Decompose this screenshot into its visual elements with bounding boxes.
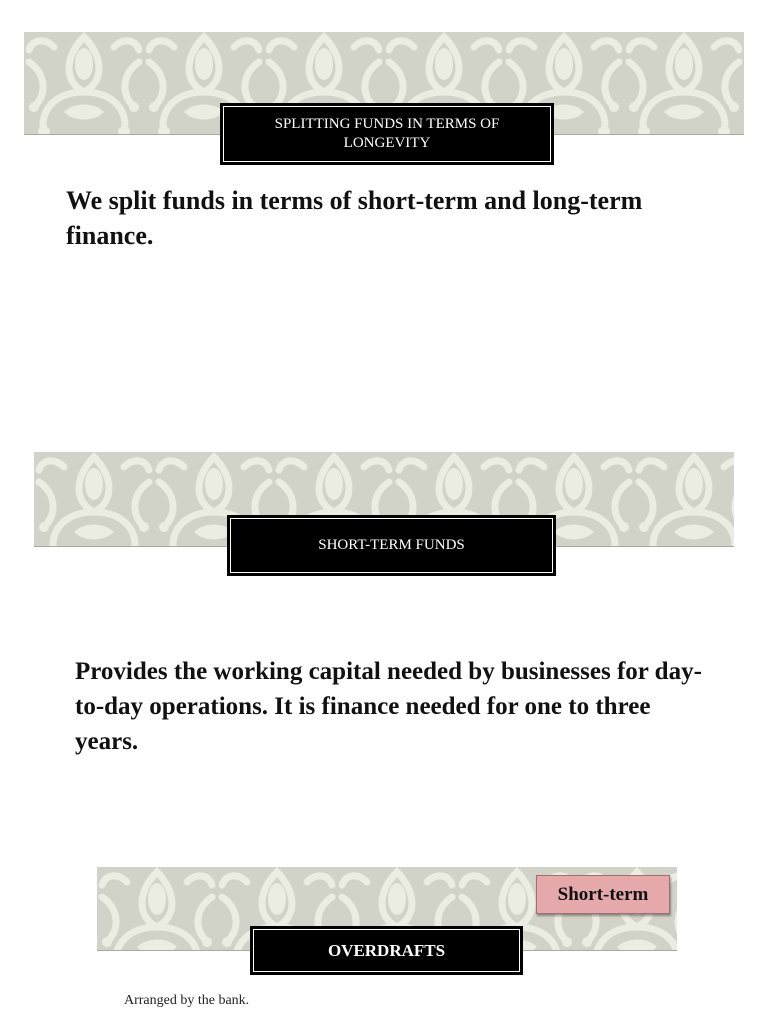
slide-3-body: Arranged by the bank.	[124, 993, 250, 1008]
slide-1-body: We split funds in terms of short-term and long-term finance.	[66, 186, 643, 250]
slide-1-title-line-2: LONGEVITY	[343, 135, 431, 151]
short-term-badge: Short-term	[536, 875, 670, 914]
slide-1-title-line-1: SPLITTING FUNDS IN TERMS OF	[274, 116, 500, 132]
slide-2-title: SHORT-TERM FUNDS	[227, 515, 556, 576]
slide-3-title: OVERDRAFTS	[250, 926, 523, 975]
slide-2-body: Provides the working capital needed by businesses for day-to-day operations. It is finance needed for one to three years.	[75, 658, 702, 755]
slide-1-title	[220, 103, 554, 165]
